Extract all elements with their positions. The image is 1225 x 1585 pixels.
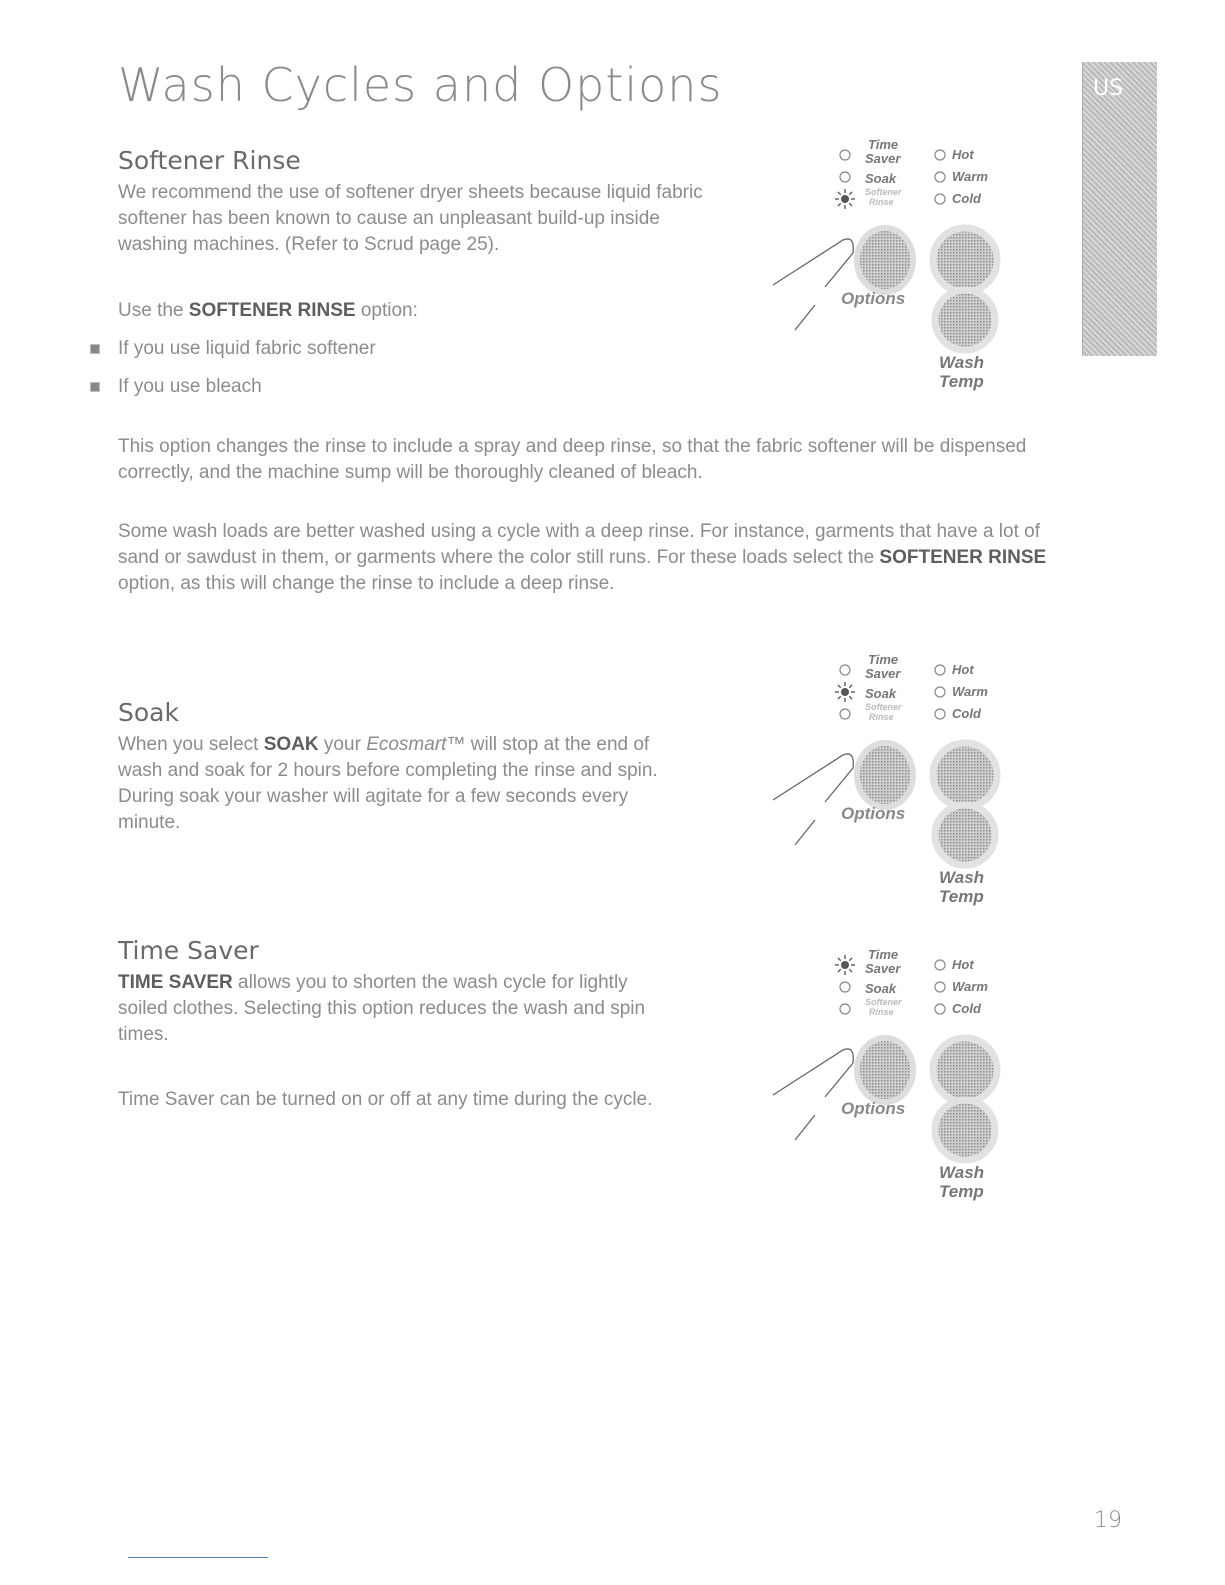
indicator-light-icon [840,1004,850,1014]
temp-label: Temp [939,372,984,391]
temp-label: Temp [939,1182,984,1201]
finger-icon [773,1049,853,1140]
hot-label: Hot [952,147,974,162]
temp-indicator-icon [935,982,945,992]
temp-indicator-icon [935,1004,945,1014]
lit-indicator-icon [835,189,855,209]
time-saver-panel [755,945,1035,1215]
rinse-label: Rinse [869,197,894,207]
soak-panel [755,650,1035,920]
soak-text-bold: SOAK [263,734,319,755]
softener-use-bold: SOFTENER RINSE [188,300,356,321]
cold-label: Cold [952,191,981,206]
softener-para3 [118,519,1068,597]
soak-text-p3: will stop at the end of wash and soak for 2 hours before completing the rinse and spin. During soak your washer will agitate for a few seconds every minute. [118,734,658,833]
time-label: Time [868,652,899,667]
wash-temp-button-upper[interactable] [933,228,997,292]
indicator-light-icon [840,172,850,182]
saver-label: Saver [865,151,901,166]
soak-text-p1: When you select [118,734,264,755]
time-saver-text [118,970,678,1048]
softener-use-suffix: option: [355,300,418,321]
temp-indicator-icon [935,665,945,675]
finger-icon [773,754,853,845]
options-label: Options [841,1099,906,1118]
options-label: Options [841,804,906,823]
page-title: Wash Cycles and Options [118,58,723,112]
temp-indicator-icon [935,709,945,719]
temp-label: Temp [939,887,984,906]
bullet-item [90,374,376,400]
softener-rinse-heading: Softener Rinse [118,146,301,175]
cold-label: Cold [952,1001,981,1016]
temp-indicator-icon [935,194,945,204]
bullet-square-icon [90,382,100,392]
bullet-text: If you use liquid fabric softener [118,338,376,359]
warm-label: Warm [952,169,988,184]
saver-label: Saver [865,961,901,976]
time-saver-para2: Time Saver can be turned on or off at any time during the cycle. [118,1089,653,1110]
bullet-text: If you use bleach [118,376,262,397]
bullet-square-icon [90,344,100,354]
soak-text [118,732,678,836]
options-button[interactable] [857,743,913,807]
soak-heading: Soak [118,698,179,727]
softener-label: Softener [865,997,902,1007]
wash-label: Wash [939,868,985,887]
time-saver-rest: allows you to shorten the wash cycle for lightly soiled clothes. Selecting this option reduces the wash and spin times. [118,972,646,1045]
softener-use-prefix: Use the [118,300,189,321]
rinse-label: Rinse [869,712,894,722]
cold-label: Cold [952,706,981,721]
options-button[interactable] [857,1038,913,1102]
softener-bullet-list [90,336,376,412]
softener-rinse-panel [755,135,1035,405]
soak-label: Soak [865,981,897,996]
footer-rule [128,1557,268,1558]
rinse-label: Rinse [869,1007,894,1017]
finger-icon [773,239,853,330]
hot-label: Hot [952,662,974,677]
para3-bold: SOFTENER RINSE [879,547,1047,568]
temp-indicator-icon [935,172,945,182]
soak-label: Soak [865,686,897,701]
temp-indicator-icon [935,687,945,697]
softener-label: Softener [865,702,902,712]
indicator-light-icon [840,709,850,719]
soak-text-p2: your [318,734,367,755]
wash-label: Wash [939,1163,985,1182]
section-side-tab [1082,62,1157,356]
softener-use-text [118,298,718,324]
time-saver-bold: TIME SAVER [118,972,233,993]
lit-indicator-icon [835,955,855,975]
saver-label: Saver [865,666,901,681]
lit-indicator-icon [835,682,855,702]
options-button[interactable] [857,228,913,292]
indicator-light-icon [840,665,850,675]
wash-temp-button-upper[interactable] [933,743,997,807]
wash-temp-button[interactable] [935,290,995,350]
indicator-light-icon [840,982,850,992]
softener-label: Softener [865,187,902,197]
para3-suffix: option, as this will change the rinse to include a deep rinse. [118,573,615,594]
temp-indicator-icon [935,960,945,970]
wash-temp-button[interactable] [935,805,995,865]
softener-intro-text: We recommend the use of softener dryer sheets because liquid fabric softener has been known to cause an unpleasant build-up inside washing machines. (Refer to Scrud page 25). [118,182,703,255]
temp-indicator-icon [935,150,945,160]
bullet-item [90,336,376,362]
soak-label: Soak [865,171,897,186]
hot-label: Hot [952,957,974,972]
time-label: Time [868,137,899,152]
time-saver-heading: Time Saver [118,936,259,965]
options-label: Options [841,289,906,308]
softener-para2: This option changes the rinse to include a spray and deep rinse, so that the fabric softener will be dispensed correctly, and the machine sump will be thoroughly cleaned of bleach. [118,436,1027,483]
warm-label: Warm [952,684,988,699]
time-label: Time [868,947,899,962]
ecosmart-brand: Ecosmart™ [366,734,466,755]
page-number: 19 [1094,1508,1122,1533]
wash-label: Wash [939,353,985,372]
wash-temp-button[interactable] [935,1100,995,1160]
indicator-light-icon [840,150,850,160]
side-tab-label: US [1093,76,1124,101]
wash-temp-button-upper[interactable] [933,1038,997,1102]
warm-label: Warm [952,979,988,994]
para3-prefix: Some wash loads are better washed using a cycle with a deep rinse. For instance, garments that have a lot of sand or sawdust in them, or garments where the color still runs. For these loads select the [118,521,1041,568]
